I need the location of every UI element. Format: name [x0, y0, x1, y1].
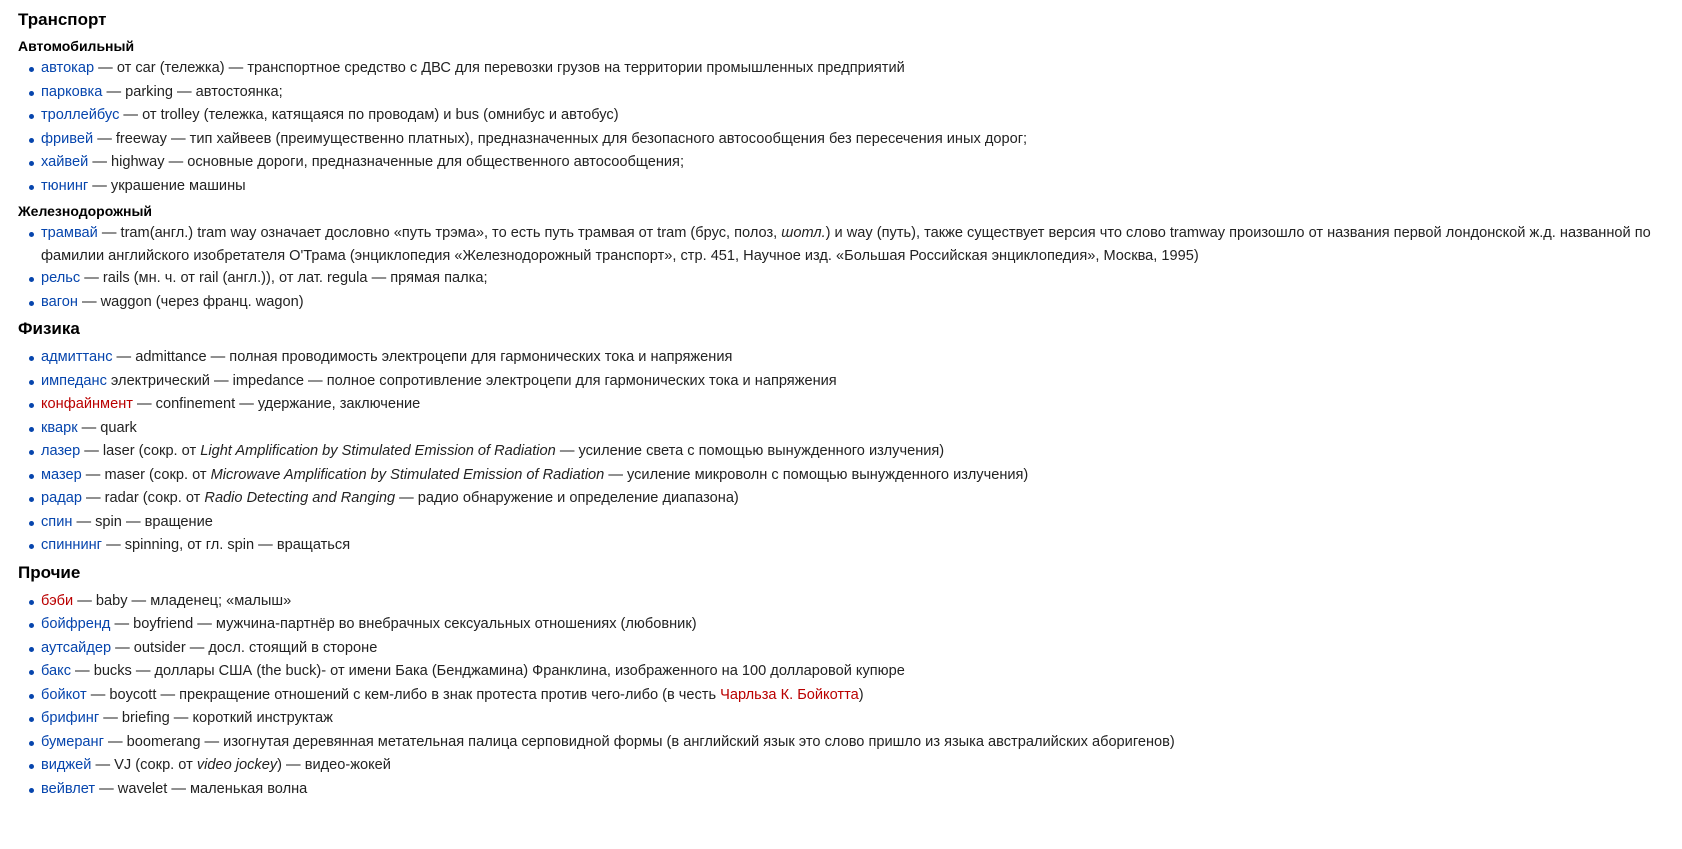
automobile-term-list: [18, 57, 1682, 198]
term-description: — tram(англ.) tram way означает дословно «путь трэма», то есть путь трамвая от tram (брус, полоз,: [97, 225, 782, 241]
term-description: — radar (сокр. от: [81, 490, 205, 506]
term-description: — от trolley (тележка, катящаяся по проводам) и bus (омнибус и автобус): [119, 107, 619, 123]
list-item: [18, 613, 1682, 637]
term-link[interactable]: мазер: [41, 466, 82, 483]
term-link[interactable]: трамвай: [41, 225, 98, 241]
term-link[interactable]: бэби: [41, 592, 74, 609]
list-item: [18, 175, 1682, 199]
term-description: — parking — автостоянка;: [102, 83, 283, 100]
term-link[interactable]: спин: [41, 513, 73, 530]
railway-term-list: [18, 222, 1682, 314]
term-description-italic: Radio Detecting and Ranging: [204, 490, 396, 506]
term-link[interactable]: фривей: [41, 130, 94, 147]
list-item: [18, 464, 1682, 488]
list-item: [18, 637, 1682, 661]
other-term-list: [18, 590, 1682, 802]
term-description-italic: Light Amplification by Stimulated Emission of Radiation: [200, 443, 556, 459]
list-item: [18, 707, 1682, 731]
term-description: — rails (мн. ч. от rail (англ.)), от лат. regula — прямая палка;: [80, 270, 488, 286]
term-description: — bucks — доллары США (the buck)- от имени Бака (Бенджамина) Франклина, изображенного на 100 долларовой купюре: [71, 663, 905, 679]
term-link[interactable]: вейвлет: [41, 780, 96, 797]
term-description: — laser (сокр. от: [80, 443, 201, 459]
term-description: ) и way (путь), также существует версия что слово tramway произошло от названия первой лондонской ж.д. названной по фамилии английского изобретателя О'Трама (энциклопедия «Железнодорожный транспорт», стр. 451, Научное изд. «Большая Российская энциклопедия», Москва, 1995): [41, 225, 1651, 264]
list-item: [18, 81, 1682, 105]
term-link[interactable]: бойкот: [41, 686, 87, 703]
list-item: [18, 346, 1682, 370]
term-link[interactable]: троллейбус: [41, 107, 120, 123]
list-item: [18, 660, 1682, 684]
list-item: [18, 534, 1682, 558]
list-item: [18, 57, 1682, 81]
term-link[interactable]: парковка: [41, 83, 103, 100]
term-description: — confinement — удержание, заключение: [132, 396, 421, 412]
term-description: — freeway — тип хайвеев (преимущественно платных), предназначенных для безопасного автосообщения без пересечения иных дорог;: [93, 130, 1028, 147]
list-item: [18, 393, 1682, 417]
section-heading-physics: Физика: [18, 319, 80, 338]
list-item: [18, 778, 1682, 802]
term-link[interactable]: спиннинг: [41, 537, 103, 553]
boycott-person-link[interactable]: Чарльза К. Бойкотта: [720, 686, 859, 703]
term-description: — VJ (сокр. от: [91, 757, 197, 773]
term-link[interactable]: рельс: [41, 270, 81, 286]
term-link[interactable]: бумеранг: [41, 733, 104, 750]
list-item: [18, 267, 1682, 291]
term-description: — wavelet — маленькая волна: [95, 780, 308, 797]
term-description: — boyfriend — мужчина-партнёр во внебрачных сексуальных отношениях (любовник): [110, 616, 697, 632]
term-link[interactable]: радар: [41, 490, 82, 506]
term-description: ): [858, 686, 864, 703]
term-description: — усиление света с помощью вынужденного излучения): [555, 443, 945, 459]
term-description-italic: шотл.: [781, 225, 826, 241]
term-link[interactable]: лазер: [41, 443, 81, 459]
section-heading-transport: Транспорт: [18, 10, 107, 29]
list-item: [18, 731, 1682, 755]
term-description: — waggon (через франц. wagon): [77, 293, 304, 310]
term-link[interactable]: автокар: [41, 60, 95, 76]
term-description: электрический — impedance — полное сопротивление электроцепи для гармонических тока и напряжения: [106, 372, 837, 389]
list-item: [18, 590, 1682, 614]
subsection-heading-railway: Железнодорожный: [18, 203, 153, 219]
physics-term-list: [18, 346, 1682, 558]
list-item: [18, 684, 1682, 708]
list-item: [18, 104, 1682, 128]
list-item: [18, 754, 1682, 778]
term-description: — highway — основные дороги, предназначенные для общественного автосообщения;: [88, 154, 684, 170]
term-description-italic: video jockey: [196, 757, 278, 773]
term-description: — briefing — короткий инструктаж: [99, 710, 333, 726]
list-item: [18, 222, 1682, 267]
list-item: [18, 440, 1682, 464]
list-item: [18, 151, 1682, 175]
term-description: — quark: [77, 419, 137, 436]
term-link[interactable]: бойфренд: [41, 616, 111, 632]
list-item: [18, 291, 1682, 315]
term-description: — радио обнаружение и определение диапазона): [395, 490, 739, 506]
list-item: [18, 511, 1682, 535]
section-heading-other: Прочие: [18, 562, 81, 582]
list-item: [18, 417, 1682, 441]
term-description: — maser (сокр. от: [81, 466, 211, 483]
term-description: — усиление микроволн с помощью вынужденного излучения): [604, 466, 1029, 483]
term-description-italic: Microwave Amplification by Stimulated Emission of Radiation: [210, 466, 605, 483]
term-description: — spin — вращение: [72, 513, 213, 530]
term-link[interactable]: вагон: [41, 293, 78, 310]
term-description: — outsider — досл. стоящий в стороне: [111, 639, 378, 656]
term-link[interactable]: конфайнмент: [41, 396, 133, 412]
list-item: [18, 370, 1682, 394]
term-description: — baby — младенец; «малыш»: [73, 592, 292, 609]
term-description: — от car (тележка) — транспортное средство с ДВС для перевозки грузов на территории промышленных предприятий: [94, 60, 905, 76]
term-link[interactable]: кварк: [41, 419, 78, 436]
subsection-heading-automobile: Автомобильный: [18, 38, 135, 54]
list-item: [18, 487, 1682, 511]
term-link[interactable]: аутсайдер: [41, 639, 112, 656]
term-description: — украшение машины: [88, 177, 246, 194]
term-description: — boomerang — изогнутая деревянная метательная палица серповидной формы (в английский язык это слово пришло из языка австралийских аборигенов): [103, 733, 1175, 750]
term-link[interactable]: хайвей: [41, 154, 89, 170]
term-link[interactable]: тюнинг: [41, 177, 89, 194]
term-description: ) — видео-жокей: [277, 757, 391, 773]
list-item: [18, 128, 1682, 152]
term-description: — spinning, от гл. spin — вращаться: [102, 537, 351, 553]
term-link[interactable]: виджей: [41, 757, 92, 773]
term-link[interactable]: импеданс: [41, 372, 107, 389]
term-description: — boycott — прекращение отношений с кем-либо в знак протеста против чего-либо (в честь: [86, 686, 721, 703]
term-description: — admittance — полная проводимость электроцепи для гармонических тока и напряжения: [112, 349, 733, 365]
term-link[interactable]: бакс: [41, 663, 71, 679]
term-link[interactable]: брифинг: [41, 710, 100, 726]
term-link[interactable]: адмиттанс: [41, 349, 113, 365]
